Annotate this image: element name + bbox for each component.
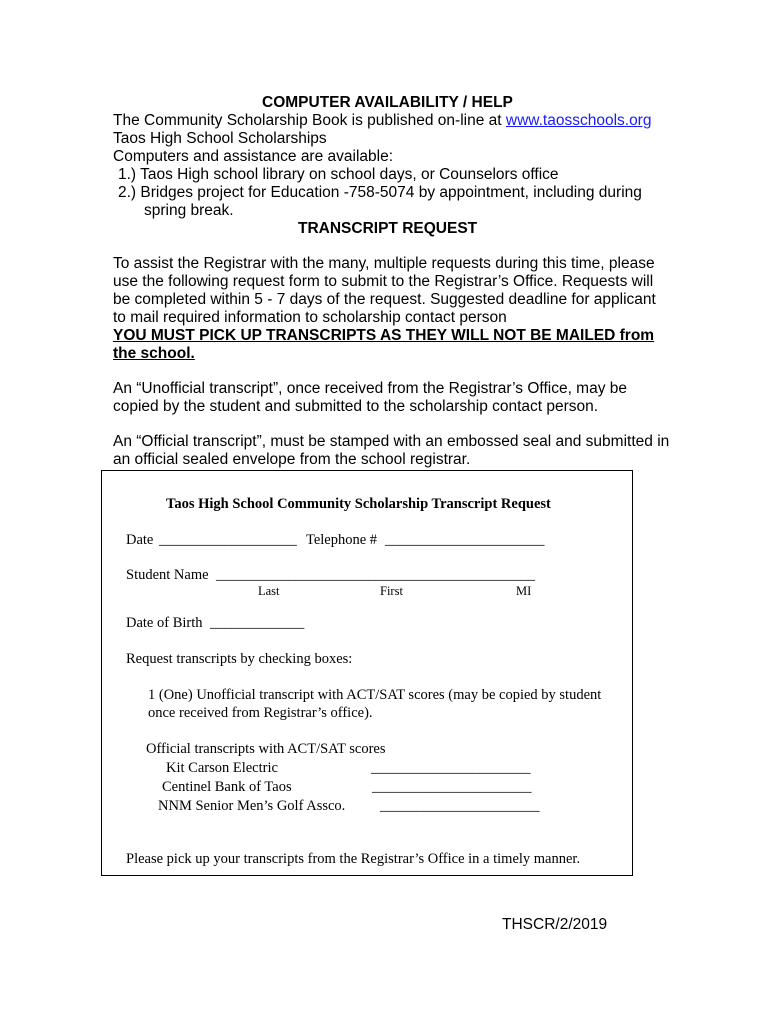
telephone-field[interactable]: ______________________ (385, 532, 545, 548)
request-instructions: Request transcripts by checking boxes: (126, 651, 353, 667)
recipient-kit-carson: Kit Carson Electric (166, 760, 278, 776)
pickup-warning-line: YOU MUST PICK UP TRANSCRIPTS AS THEY WILL NOT BE MAILED from (113, 327, 655, 344)
unofficial-para-line: copied by the student and submitted to the scholarship contact person. (113, 398, 599, 415)
para1-line: use the following request form to submit to the Registrar’s Office. Requests will (113, 273, 654, 290)
transcript-request-heading: TRANSCRIPT REQUEST (298, 220, 478, 237)
recipient-golf-assco: NNM Senior Men’s Golf Assco. (158, 798, 346, 814)
student-name-field[interactable]: ____________________________________________ (216, 567, 535, 583)
unofficial-option-line2: once received from Registrar’s office). (148, 705, 373, 721)
recipient-kit-carson-field[interactable]: ______________________ (371, 760, 531, 776)
recipient-centinel-bank: Centinel Bank of Taos (162, 779, 292, 795)
document-code: THSCR/2/2019 (502, 916, 608, 933)
para1-line: To assist the Registrar with the many, multiple requests during this time, please (113, 255, 655, 272)
official-para-line: an official sealed envelope from the school registrar. (113, 451, 471, 468)
para1-line: to mail required information to scholarship contact person (113, 309, 507, 326)
unofficial-option-line1[interactable]: 1 (One) Unofficial transcript with ACT/SAT scores (may be copied by student (148, 687, 602, 703)
scholarship-book-text: The Community Scholarship Book is published on-line at (113, 112, 506, 129)
computers-line: Computers and assistance are available: (113, 148, 394, 165)
date-field[interactable]: ___________________ (159, 532, 297, 548)
last-name-label: Last (258, 584, 280, 598)
pickup-reminder: Please pick up your transcripts from the Registrar’s Office in a timely manner. (126, 851, 581, 867)
availability-heading: COMPUTER AVAILABILITY / HELP (262, 94, 513, 111)
para1-line: be completed within 5 - 7 days of the request. Suggested deadline for applicant (113, 291, 656, 308)
dob-label: Date of Birth (126, 615, 203, 631)
pickup-warning-line: the school. (113, 345, 195, 362)
unofficial-para-line: An “Unofficial transcript”, once received from the Registrar’s Office, may be (113, 380, 628, 397)
availability-item-2-cont: spring break. (144, 202, 234, 219)
availability-item-2: 2.) Bridges project for Education -758-5074 by appointment, including during (118, 184, 642, 201)
recipient-golf-assco-field[interactable]: ______________________ (380, 798, 540, 814)
telephone-label: Telephone # (306, 532, 378, 548)
official-options-label: Official transcripts with ACT/SAT scores (146, 741, 386, 757)
official-para-line: An “Official transcript”, must be stamped with an embossed seal and submitted in (113, 433, 670, 450)
first-name-label: First (380, 584, 403, 598)
scholarship-book-line (113, 112, 651, 130)
form-title: Taos High School Community Scholarship Transcript Request (166, 496, 551, 512)
middle-initial-label: MI (516, 584, 532, 598)
availability-item-1: 1.) Taos High school library on school days, or Counselors office (118, 166, 559, 183)
taosschools-link[interactable]: www.taosschools.org (505, 112, 652, 129)
date-label: Date (126, 532, 154, 548)
scholarships-line: Taos High School Scholarships (113, 130, 327, 147)
dob-field[interactable]: _____________ (210, 615, 305, 631)
student-name-label: Student Name (126, 567, 209, 583)
transcript-request-form (101, 470, 633, 876)
recipient-centinel-bank-field[interactable]: ______________________ (372, 779, 532, 795)
